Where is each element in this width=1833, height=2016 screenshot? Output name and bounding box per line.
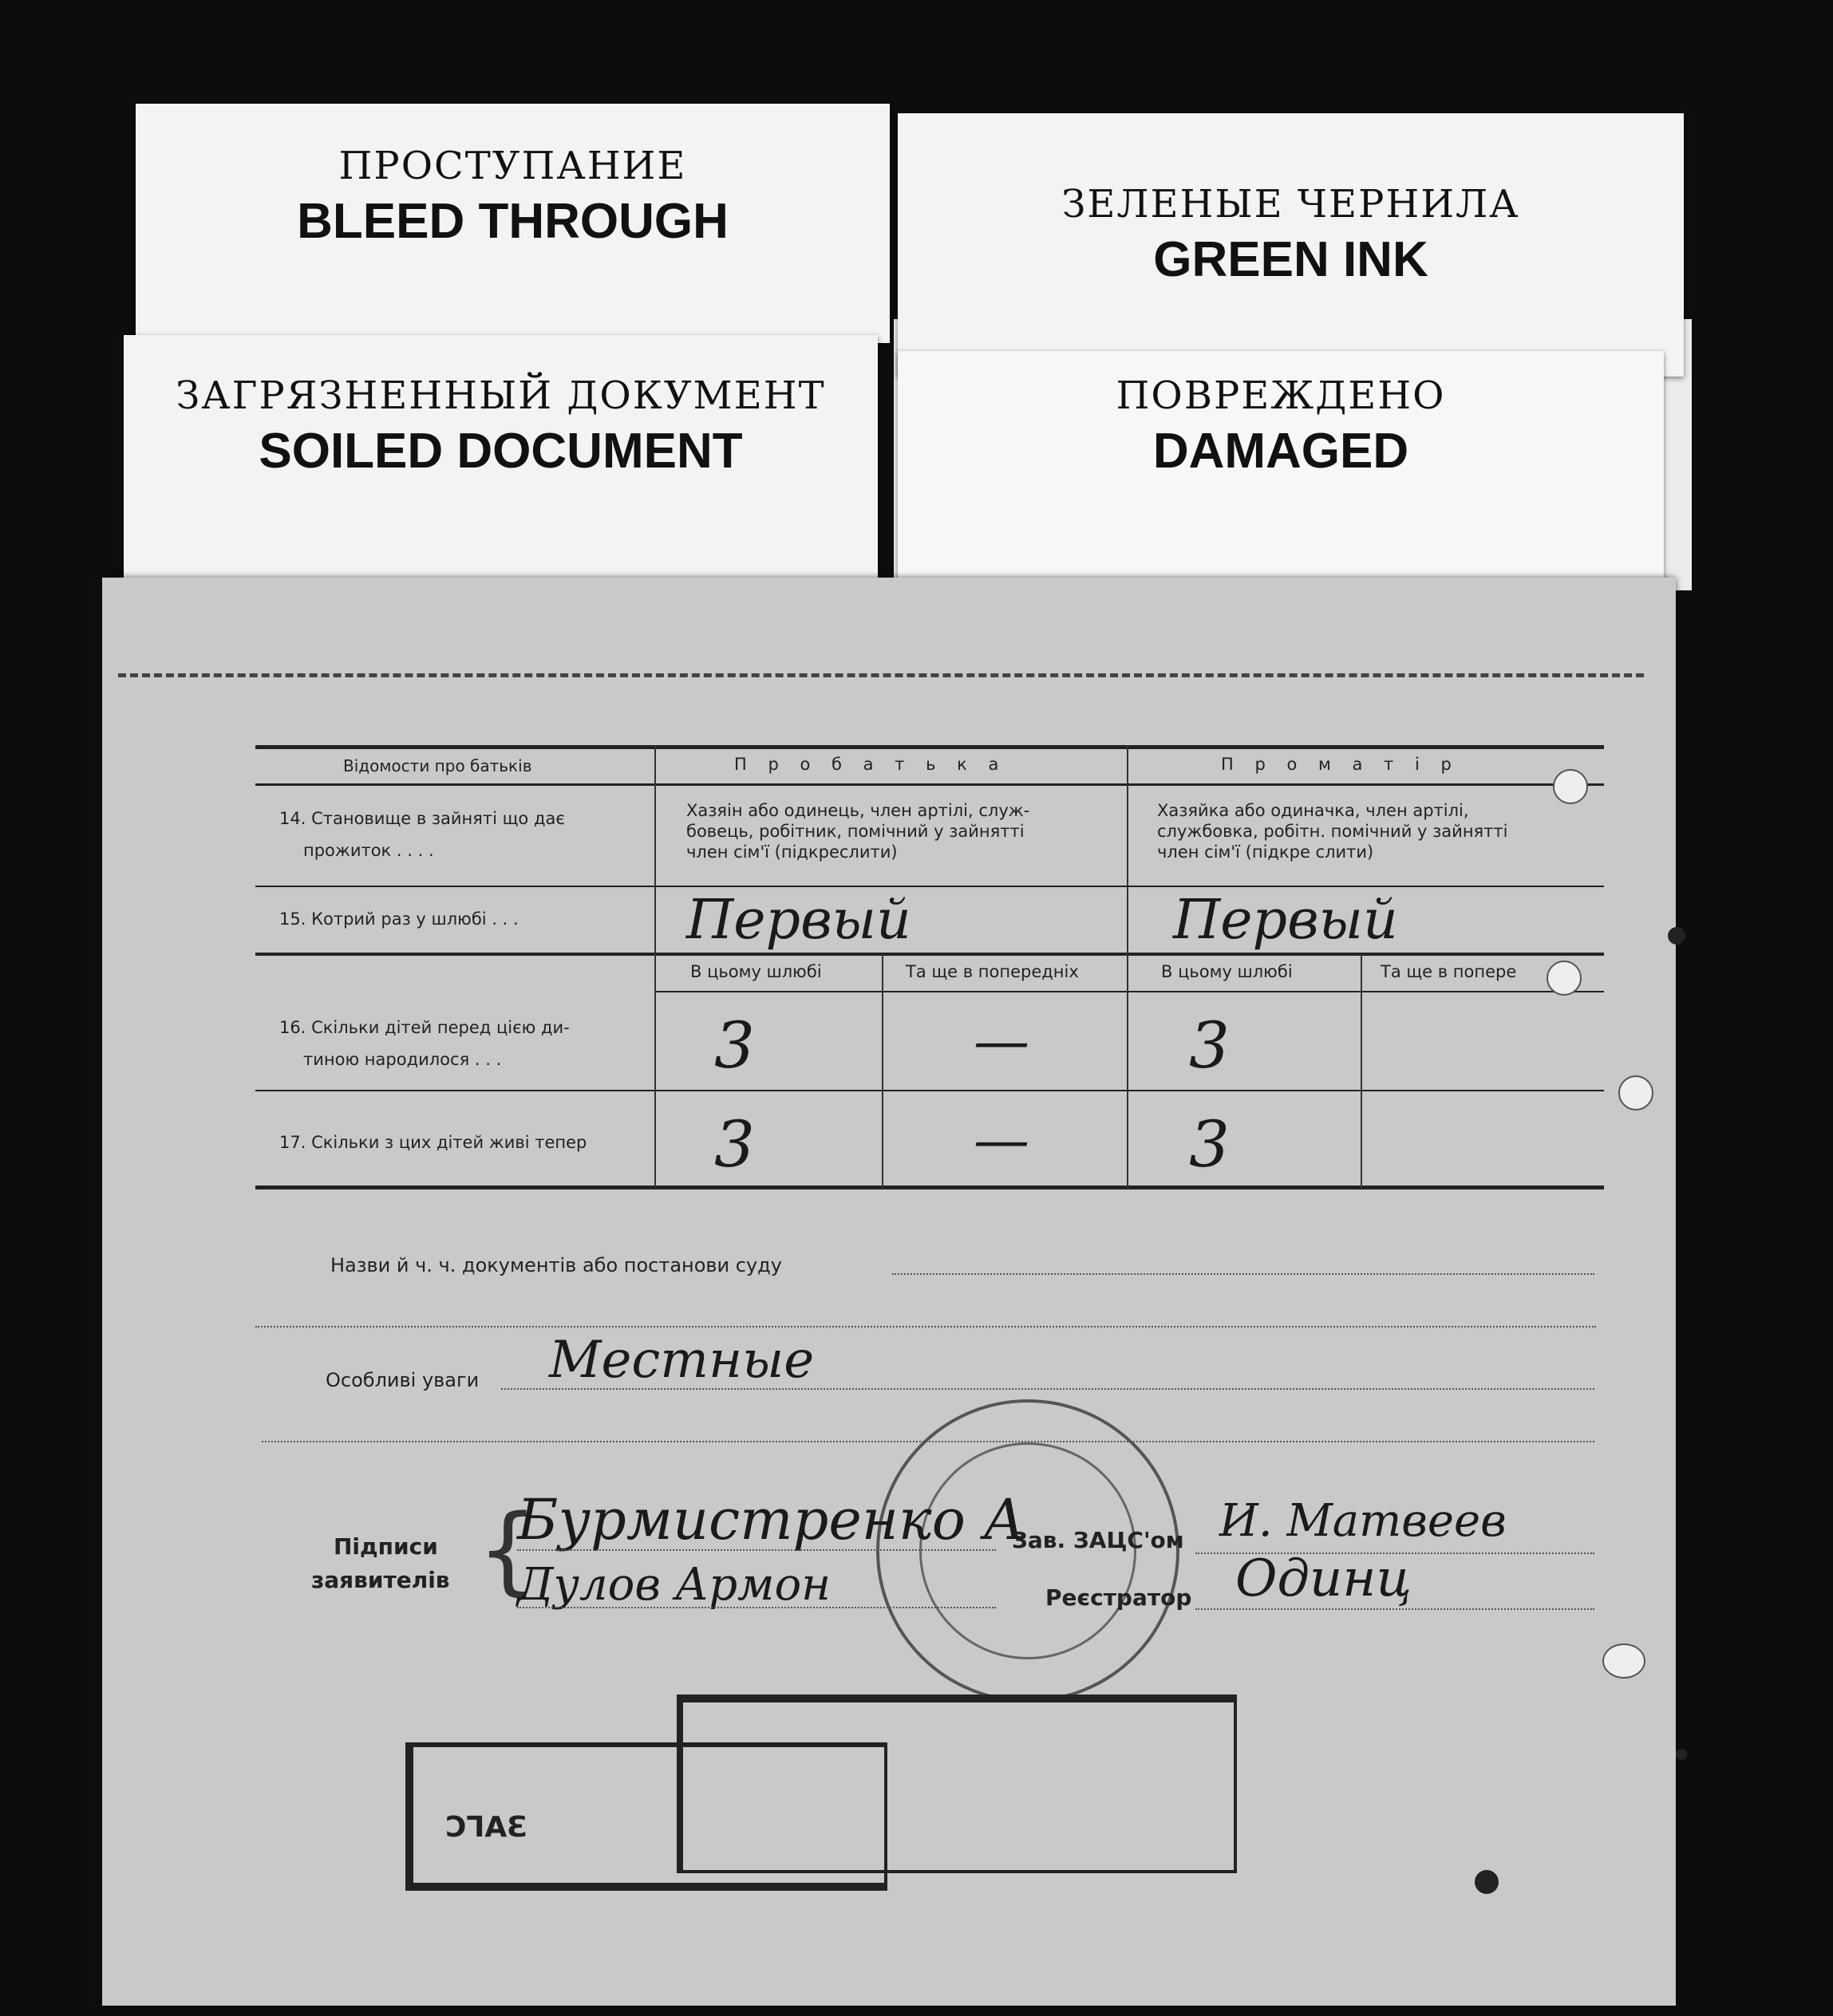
- damage-spot-2: [1676, 1749, 1687, 1760]
- signatures-label-1: Підписи: [334, 1533, 438, 1560]
- signature-applicant-2: Дулов Армон: [517, 1559, 832, 1611]
- registrar-label: Реєстратор: [1045, 1584, 1192, 1611]
- documents-dotline-2: [255, 1326, 1596, 1328]
- dashed-cut-line: [118, 673, 1644, 677]
- row14-label-2: прожиток . . . .: [303, 841, 434, 860]
- card-damaged: [898, 351, 1664, 590]
- table-row16-line: [255, 1090, 1604, 1091]
- signature-dotline-1: [517, 1549, 996, 1551]
- signatures-brace: {: [477, 1495, 539, 1606]
- row14-mother-3: член сім'ї (підкре слити): [1157, 842, 1374, 862]
- signature-dotline-2: [517, 1607, 996, 1608]
- damage-hole-1: [1553, 769, 1588, 804]
- table-subheader-line: [654, 991, 1604, 992]
- documents-dotline: [892, 1273, 1594, 1275]
- row17-label: 17. Скільки з цих дітей живі тепер: [279, 1133, 587, 1152]
- row15-mother-value: Первый: [1173, 889, 1398, 952]
- row16-label-2: тиною народилося . . .: [303, 1050, 502, 1069]
- card-damaged-ru: ПОВРЕЖДЕНО: [1116, 373, 1446, 418]
- card-soiled-document: [124, 335, 878, 590]
- registry-document: [102, 578, 1676, 2006]
- card-bleed-en: BLEED THROUGH: [297, 194, 729, 249]
- damage-spot-1: [1668, 927, 1685, 945]
- subheader-father-this: В цьому шлюбі: [690, 962, 822, 981]
- damage-hole-2: [1547, 961, 1582, 996]
- parents-info-table: [255, 745, 1604, 1192]
- head-label: Зав. ЗАЦС'ом: [1012, 1527, 1184, 1553]
- row14-father-3: член сім'ї (підкреслити): [686, 842, 898, 862]
- row15-father-value: Первый: [686, 889, 911, 952]
- damage-spot-3: [1475, 1870, 1499, 1894]
- registrar-dotline: [1195, 1608, 1594, 1610]
- table-col-divider-1: [654, 745, 656, 1188]
- table-col-divider-2: [1127, 745, 1128, 1188]
- card-green-ru: ЗЕЛЕНЫЕ ЧЕРНИЛА: [1061, 182, 1520, 227]
- notes-dotline: [501, 1388, 1594, 1390]
- subheader-father-prev: Та ще в попередніх: [906, 962, 1079, 981]
- row16-mother-this: 3: [1189, 1008, 1230, 1083]
- row15-label: 15. Котрий раз у шлюбі . . .: [279, 909, 519, 929]
- card-soiled-en: SOILED DOCUMENT: [259, 424, 743, 479]
- card-damaged-en: DAMAGED: [1152, 424, 1409, 479]
- subheader-mother-prev: Та ще в попере: [1381, 962, 1517, 981]
- card-bleed-ru: ПРОСТУПАНИЕ: [338, 144, 687, 188]
- registrar-signature: Одинц: [1235, 1549, 1412, 1608]
- rect-stamp-lower: [405, 1742, 887, 1891]
- row17-mother-this: 3: [1189, 1107, 1230, 1182]
- header-about-father: П р о б а т ь к а: [734, 755, 1007, 774]
- notes-value: Местные: [549, 1331, 815, 1390]
- damage-hole-3: [1618, 1075, 1653, 1111]
- signature-applicant-1: Бурмистренко А: [517, 1487, 1026, 1552]
- row14-father-1: Хазяін або одинець, член артілі, служ-: [686, 801, 1030, 820]
- card-bleed-through: [136, 104, 890, 343]
- card-soiled-ru: ЗАГРЯЗНЕННЫЙ ДОКУМЕНТ: [176, 373, 826, 418]
- row14-father-2: бовець, робітник, помічний у зайнятті: [686, 822, 1025, 841]
- row17-father-prev: —: [974, 1107, 1029, 1173]
- row17-father-this: 3: [714, 1107, 755, 1182]
- header-parents-info: Відомости про батьків: [343, 756, 532, 775]
- row14-label-1: 14. Становище в зайняті що дає: [279, 809, 565, 828]
- table-row14-line: [255, 886, 1604, 887]
- row14-mother-2: службовка, робітн. помічний у зайнятті: [1157, 822, 1508, 841]
- documents-label: Назви й ч. ч. документів або постанови суду: [330, 1254, 782, 1276]
- notes-label: Особливі уваги: [326, 1369, 480, 1391]
- card-green-ink: [898, 113, 1684, 377]
- header-about-mother: П р о м а т і р: [1221, 755, 1460, 774]
- table-col-divider-4: [1361, 954, 1362, 1188]
- table-col-divider-3: [882, 954, 883, 1188]
- rect-stamp-text: ЗАГС: [445, 1811, 527, 1844]
- row16-father-prev: —: [974, 1008, 1029, 1074]
- table-top-border: [255, 745, 1604, 749]
- table-bottom-border: [255, 1186, 1604, 1189]
- row16-father-this: 3: [714, 1008, 755, 1083]
- subheader-mother-this: В цьому шлюбі: [1161, 962, 1293, 981]
- damage-hole-4: [1602, 1643, 1645, 1679]
- head-signature: И. Матвеев: [1219, 1495, 1507, 1547]
- table-header-line: [255, 783, 1604, 786]
- row14-mother-1: Хазяйка або одиначка, член артілі,: [1157, 801, 1469, 820]
- signatures-label-2: заявителів: [311, 1567, 450, 1593]
- card-green-en: GREEN INK: [1153, 232, 1428, 287]
- row16-label-1: 16. Скільки дітей перед цією ди-: [279, 1018, 570, 1037]
- table-row15-line: [255, 953, 1604, 956]
